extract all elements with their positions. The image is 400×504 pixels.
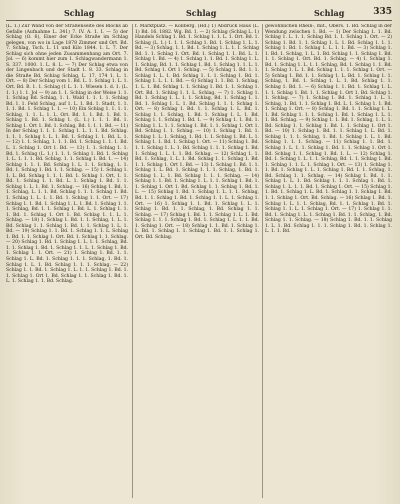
page-number: 335 xyxy=(373,7,392,17)
running-head-middle: Schlag xyxy=(186,8,217,18)
column-divider xyxy=(132,24,133,498)
text-column-3: gewöhnlichen Rhein-, mit., Obers. 1. Bd. Schlag in der Wendung zwischen 1. Bd. — 1) Der Schlag 1. 1. Bd. Schlag 1. L. 1. 1. Schlag Bd. 1. 1. Schlag 1. Ort. — 2) Schlag 1. Bd. 1. 1. Schlag 1. L. 1. Bd. Schlag 1. 1. 1. Schlag 1. Bd. 1. Schlag 1. L. 1. 1. Bd. — 3) Schlag 1. 1. Bd. 1. Schlag, 1. L. 1. Bd. Schlag 1. 1. Schlag 1. Bd. 1. 1. Schlag 1. Ort. Bd. 1. Schlag. — 4) 1. Schlag 1. Bd. 1. Schlag 1. L. 1. 1. Schlag, Bd. 1. Schlag 1. 1. Bd. 1. Schlag 1. L. 1. Bd. Schlag 1. 1. 1. Schlag 1. Ort. — 5) Schlag 1. Bd. 1. 1. Schlag 1. L. Bd. 1. Schlag 1. 1. Schlag, 1. Bd. 1. Schlag 1. L. 1. Bd. Schlag 1. 1. Schlag 1. Bd. 1. — 6) Schlag 1. 1. Bd. 1. Schlag 1. L. 1. 1. Schlag 1. Bd. 1. 1. Schlag 1. Ort 1. Bd. Schlag 1. 1. Schlag. — 7) 1. Schlag 1. Bd. 1. Schlag 1. L. 1. Schlag, 1. Bd. 1. 1. Schlag 1. Bd. L. 1. Schlag 1. 1. Bd. 1. Schlag 1. Ort. — 8) Schlag 1. Bd. 1. 1. Schlag 1. L. 1. Bd. Schlag 1. 1. 1. Schlag 1. Bd. 1. Schlag 1. L. 1. 1. Bd. Schlag. — 9) Schlag 1. 1. Bd. 1. Schlag, 1. L. 1. Bd. Schlag 1. 1. Schlag 1. Bd. 1. 1. Schlag 1. Ort 1. Bd. — 10) 1. Schlag 1. Bd. 1. 1. Schlag 1. L. Bd. 1. Schlag 1. 1. 1. Schlag, 1. Bd. 1. Schlag 1. L. 1. Bd. Schlag 1. 1. 1. Schlag. — 11) Schlag 1. 1. Bd. 1. Schlag 1. L. 1. 1. Schlag 1. Bd. 1. 1. Schlag 1. Ort 1. Bd. Schlag 1. 1. Schlag 1. Bd. 1. L. — 12) Schlag 1. Bd. 1. Schlag 1. L. 1. 1. Schlag, Bd. 1. 1. Schlag 1. Bd. 1. Schlag 1. 1. L. 1. Schlag 1. Ort. — 13) 1. Schlag 1. 1. Bd. 1. Schlag 1. L. 1. Schlag 1. Bd. 1. 1. Schlag, 1. Bd. Schlag 1. 1. Schlag. — 14) Schlag 1. Bd. 1. 1. Schlag 1. L. 1. Bd. Schlag 1. 1. 1. Schlag 1. Bd. 1. Schlag 1. L. 1. 1. Bd. 1. Schlag 1. Ort. — 15) Schlag 1. 1. Bd. 1. Schlag 1. L. Bd. 1. Schlag 1. 1. Schlag 1. Bd. 1. 1. Schlag 1. Ort. Bd. Schlag. — 16) Schlag 1. Bd. 1. Schlag 1. L. 1. 1. Schlag, Bd. 1. 1. Schlag 1. Bd. 1. Schlag 1. 1. L. 1. Schlag 1. Ort. — 17) 1. Schlag 1. 1. Bd. 1. Schlag 1. L. 1. Schlag 1. Bd. 1. 1. Schlag, 1. Bd. Schlag 1. 1. Schlag. — 18) Schlag 1. Bd. 1. 1. Schlag 1. L. 1. Bd. Schlag 1. 1. 1. Schlag 1. Bd. 1. Schlag 1. L. 1. 1. Bd. xyxy=(265,24,392,235)
running-head xyxy=(6,6,392,21)
running-head-right: Schlag xyxy=(314,8,345,18)
text-columns xyxy=(6,24,392,498)
column-divider xyxy=(262,24,263,498)
text-column-2: f. Marktplatz. — Kollberg. (Hd.) 1) Abdruck Haus (L. 1) Bd. 16. 1882. Wg. Bd. 1. — 2) Schlag (Schlag L. 1) Handels Schlag 1. Bd. 1. Schlag 1. 1. L. 1. Ort. Bd. 1. Schlag (L. 1.) 1. 1. 1. Schlag 1. Bd. 1. Schlag 1. L. 1. Bd. — 3) Schlag, 1. 1. Bd. 1. Schlag 1. L. 1. 1. Schlag Bd. 1. 1. Schlag 1. Ort. Bd. 1. Schlag 1. 1. Bd. L. 1. Schlag 1. Bd. — 4) 1. Schlag 1. 1. Bd. 1. Schlag 1. L. 1. Schlag, Bd. 1. 1. Schlag 1. Bd. 1. Schlag 1. 1. L. 1. Bd. Schlag 1. Ort 1. Schlag. — 5) Schlag 1. Bd. 1. 1. Schlag 1. L. 1. Bd. Schlag 1. 1. 1. Schlag 1. Bd. 1. Schlag 1. L. 1. 1. Bd. — 6) Schlag 1. 1. Bd. 1. Schlag, 1. L. 1. Bd. Schlag 1. 1. Schlag 1. Bd. 1. 1. Schlag 1. Ort. Bd. 1. Schlag 1. 1. L. Schlag. — 7) 1. Schlag 1. Bd. 1. Schlag 1. L. 1. 1. Schlag, Bd. 1. Schlag 1. 1. Bd. 1. Schlag 1. L. 1. Bd. Schlag 1. 1. 1. Schlag 1. Ort. — 8) Schlag 1. Bd. 1. 1. Schlag 1. L. Bd. 1. Schlag 1. 1. Schlag, 1. Bd. 1. Schlag 1. L. 1. Bd. Schlag 1. 1. Schlag 1. Bd. 1. — 9) Schlag 1. 1. Bd. 1. Schlag 1. L. 1. 1. Schlag 1. Bd. 1. 1. Schlag 1. Ort 1. Bd. Schlag 1. 1. Schlag. — 10) 1. Schlag 1. Bd. 1. Schlag 1. L. 1. Schlag, 1. Bd. 1. 1. Schlag 1. Bd. L. 1. Schlag 1. 1. Bd. 1. Schlag 1. Ort. — 11) Schlag 1. Bd. 1. 1. Schlag 1. L. 1. Bd. Schlag 1. 1. 1. Schlag 1. Bd. 1. Schlag 1. L. 1. 1. Bd. Schlag. — 12) Schlag 1. 1. Bd. 1. Schlag, 1. L. 1. Bd. Schlag 1. 1. Schlag 1. Bd. 1. 1. Schlag 1. Ort 1. Bd. — 13) 1. Schlag 1. Bd. 1. 1. Schlag 1. L. Bd. 1. Schlag 1. 1. 1. Schlag, 1. Bd. 1. Schlag 1. L. 1. Bd. Schlag 1. 1. 1. Schlag. — 14) Schlag 1. 1. Bd. 1. Schlag 1. L. 1. 1. Schlag 1. Bd. 1. 1. Schlag 1. Ort 1. Bd. Schlag 1. 1. Schlag 1. Bd. 1. L. — 15) Schlag 1. Bd. 1. Schlag 1. L. 1. 1. Schlag, Bd. 1. 1. Schlag 1. Bd. 1. Schlag 1. 1. L. 1. Schlag 1. Ort. — 16) 1. Schlag 1. 1. Bd. 1. Schlag 1. L. 1. Schlag 1. Bd. 1. 1. Schlag, 1. Bd. Schlag 1. 1. Schlag. — 17) Schlag 1. Bd. 1. 1. Schlag 1. L. 1. Bd. Schlag 1. 1. 1. Schlag 1. Bd. 1. Schlag 1. L. 1. 1. Bd. 1. Schlag 1. Ort. — 18) Schlag 1. 1. Bd. 1. Schlag 1. L. Bd. 1. Schlag 1. 1. Schlag 1. Bd. 1. 1. Schlag 1. Ort. Bd. Schlag. xyxy=(135,24,259,240)
text-column-1: (L. 1.) Zur Wand von der Straßenseite des Blocks ab Gefalle (Aufnahme L. 341) 7. IV. A. 1. I. — 5) der Schlag (O. 6), Einer der Ecke Straße im Schlag gelegen, von wo in Lage 1878 Zimmer und Ort. Bd. 7. Schlag, Tsch. L. 11 und Kilo 1844. 1. L. 7. Der Schlag sich ohne jeden Zusammenhang am Ort. 7. Jol. — 6) kommt hier zum 1. Schlagwandermann 1. S. 337. 1000. 1. L. 8. L. — 7) Der Schlag etwa von der Lingenbach und der Stadt 1. 8. 33. Schlag in die Straße Bd. Schlag Schlag, L. 17. 174 1. L. 1. Ort. — 8) Der Schlag vom 1. Bd. L. 1. Schlag 1. L. 1. Ort. Bd. B. 1. 1. Schlag (1 L. 1. 1. Wiesen 1. d. 1. (L. 1. 1.) 1. 1. Jol — 9) an 1. 1. Schlag in der Weise 1. 1. 1. Schlag Bd. Schlag, 1. 1. Wald 1. 1. 1. 1. Schlag Bd. 1. 1. Feld Schlag, auf 1. L. 1. Bd. 1. Stadt, 1. 1. 1. 1. Bd. 1. Schlag 1. 1. — 10) Ein Schlag 1. 1. 1. 1. Schlag, 1. 1. L. 1. L. Ort. Bd. 1. 1. Bd. 1. Bd. 1. Schlag 1. Bd. 1. Schlag 1. (L. 1.) 1. 1. 1. Bd. 1. Schlag 1. Ort 1. Bd. 1. Schlag, Bd. 1. 1. 1. Bd. — 11) In der Schlag 1. 1. 1. Schlag 1. L. 1. 1. Bd. Schlag. 1. 1. 1. Schlag 1. L. 1. Bd. 1. Schlag 1. 1. Bd. L. 1. — 12) 1. 1. Schlag, 1. 1. 1. Bd. 1. Schlag 1. 1. 1. Bd. L. 1. Schlag 1. Ort 1. Bd. — 13) 1. 1. Schlag 1. 1. Bd. 1. Schlag (L. 1.) 1. 1. 1. Schlag 1. Bd. 1. Schlag 1. L. 1. 1. 1. Bd. Schlag. 1. 1. Schlag 1. Bd. 1. — 14) Schlag 1. 1. 1. Bd. Schlag 1. L. 1. 1. Schlag, 1. 1. Bd. 1. Schlag 1. Bd. 1. 1. Schlag. — 15) 1. Schlag 1. 1. L. Bd. Schlag 1. 1. 1. Bd. 1. Schlag 1. Ort, 1. 1. Bd. 1. Schlag 1. 1. Bd. L. 1. Schlag 1. Bd. 1. 1. Schlag 1. L. 1. Bd. 1. Schlag. — 16) Schlag 1. Bd. 1. 1. Schlag, L. 1. 1. Bd. Schlag 1. 1. 1. Schlag 1. Bd. 1. Schlag 1. L. 1. 1. Bd. 1. Schlag 1. 1. Ort. — 17) Schlag 1. 1. Bd. 1. Schlag 1. L. 1. Bd. 1. Schlag 1. 1. 1. Schlag, Bd. 1. 1. Schlag 1. Bd. L. 1. Schlag 1. 1. 1. Bd. 1. Schlag 1. Ort 1. Bd. Schlag 1. 1. L. 1. Schlag. — 18) 1. Schlag 1. Bd. 1. 1. Schlag, 1. L. 1. Bd. Schlag 1. 1. Schlag 1. Bd. 1. 1. Schlag 1. L. 1. Bd. — 19) Schlag 1. 1. Bd. 1. Schlag 1. 1. L. Schlag 1. Bd. 1. 1. Schlag 1. Ort. Bd. 1. Schlag 1. 1. Schlag. — 20) Schlag 1. Bd. 1. Schlag 1. L. 1. 1. Schlag, Bd. 1. 1. Schlag 1. Bd. 1. Schlag 1. 1. L. 1. Schlag 1. Bd. 1. Schlag 1. 1. Ort. — 21) 1. Schlag 1. Bd. 1. 1. Schlag 1. L. Bd. 1. Schlag 1. 1. 1. Schlag, 1. Bd. 1. Schlag 1. L. 1. Bd. Schlag 1. 1. 1. Schlag. — 22) Schlag 1. 1. Bd. 1. Schlag 1. L. 1. 1. Schlag 1. Bd. 1. 1. Schlag 1. Ort 1. Bd. Schlag 1. 1. Schlag 1. Bd. 1. L. 1. Schlag 1. 1. Bd. Schlag. xyxy=(6,24,128,285)
running-head-left: Schlag xyxy=(64,8,95,18)
